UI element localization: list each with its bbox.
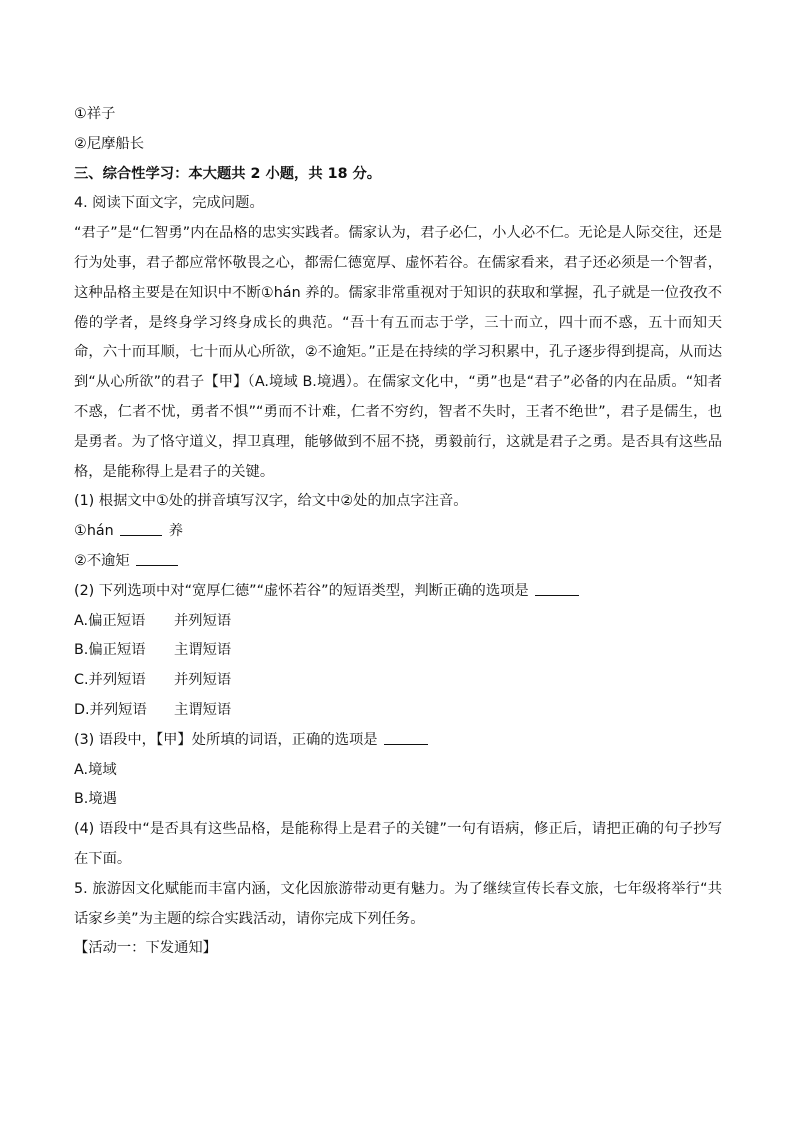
page-content [74,100,722,964]
option-second: 并列短语 [174,612,232,629]
q4-sub2-option-a [74,607,722,637]
q4-sub2-option-c [74,666,722,696]
option-label: A.偏正短语 [74,612,146,629]
q4-sub3-option-a: A.境域 [74,761,117,778]
answer-blank[interactable] [535,579,579,596]
answer-line-1: ①祥子 [74,106,116,122]
answer-blank[interactable] [384,728,428,745]
q4-sub2-question [74,577,722,607]
q4-sub2-text: (2) 下列选项中对“宽厚仁德”“虚怀若谷”的短语类型，判断正确的选项是 [74,582,529,599]
q4-sub2-option-d [74,696,722,726]
option-label: B.偏正短语 [74,642,146,659]
answer-blank[interactable] [136,549,178,566]
q4-sub3-question [74,726,722,756]
q4-sub3-text: (3) 语段中，【甲】处所填的词语，正确的选项是 [74,731,378,748]
option-second: 主谓短语 [174,642,232,659]
q4-sub1-text: (1) 根据文中①处的拼音填写汉字，给文中②处的加点字注音。 [74,493,468,510]
question-5-stem: 5. 旅游因文化赋能而丰富内涵，文化因旅游带动更有魅力。为了继续宣传长春文旅，七年级将举行“共话家乡美”为主题的综合实践活动，请你完成下列任务。 [74,880,722,927]
q4-sub1-a-prefix: ①hán [74,523,114,540]
q4-sub1-a-suffix: 养 [168,523,184,540]
q4-sub2-option-b [74,636,722,666]
option-label: C.并列短语 [74,672,146,689]
option-label: D.并列短语 [74,701,147,718]
section-heading: 三、综合性学习：本大题共 2 小题，共 18 分。 [74,165,382,182]
question-4-passage: “君子”是“仁智勇”内在品格的忠实实践者。儒家认为，君子必仁，小人必不仁。无论是人际交往，还是行为处事，君子都应常怀敬畏之心，都需仁德宽厚、虚怀若谷。在儒家看来，君子还必须是一个智者，这种品格主要是在知识中不断①hán 养的。儒家非常重视对于知识的获取和掌握，孔子就是一位孜孜不倦的学者，是终身学习终身成长的典范。“吾十有五而志于学，三十而立，四十而不惑，五十而知天命，六十而耳顺，七十而从心所欲，②不逾矩。”正是在持续的学习积累中，孔子逐步得到提高，从而达到“从心所欲”的君子【甲】（A.境域 B.境遇）。在儒家文化中，“勇”也是“君子”必备的内在品质。“知者不惑，仁者不忧，勇者不惧”“勇而不计难，仁者不穷约，智者不失时，王者不绝世”，君子是儒生，也是勇者。为了恪守道义，捍卫真理，能够做到不屈不挠，勇毅前行，这就是君子之勇。是否具有这些品格，是能称得上是君子的关键。 [74,225,722,480]
option-second: 并列短语 [174,672,232,689]
q4-sub1-b-prefix: ②不逾矩 [74,552,130,569]
q4-sub1-answer-b [74,547,722,577]
q4-sub1-answer-a [74,517,722,547]
q5-activity-1-heading: 【活动一：下发通知】 [74,940,217,957]
q4-sub4-text: (4) 语段中“是否具有这些品格，是能称得上是君子的关键”一句有语病，修正后，请把正确的句子抄写在下面。 [74,821,722,867]
answer-blank[interactable] [120,519,162,536]
answer-line-2: ②尼摩船长 [74,135,145,152]
q4-sub3-option-b: B.境遇 [74,791,117,808]
question-4-stem: 4. 阅读下面文字，完成问题。 [74,195,264,212]
option-second: 主谓短语 [174,701,232,718]
